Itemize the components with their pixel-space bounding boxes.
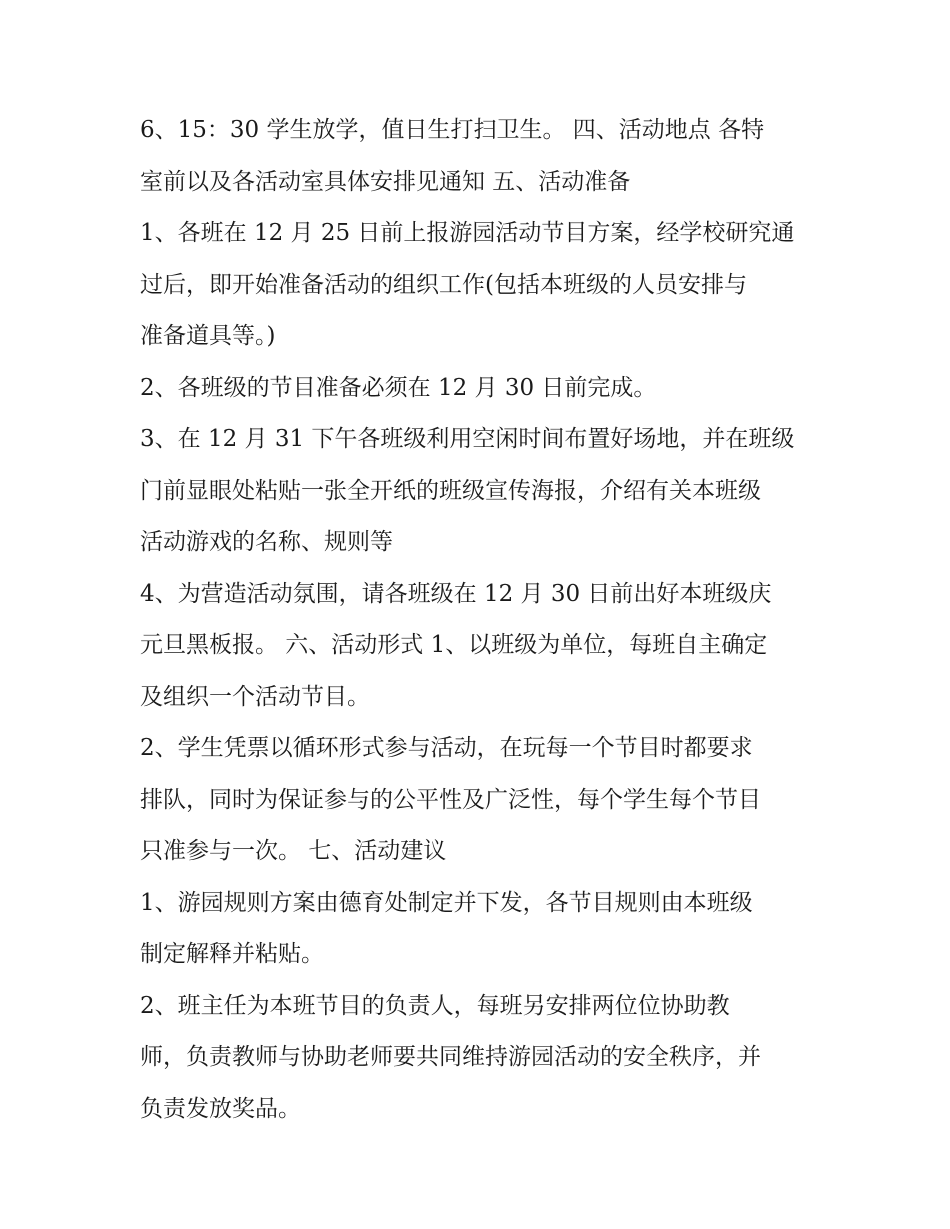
text-line: 门前显眼处粘贴一张全开纸的班级宣传海报，介绍有关本班级	[140, 477, 761, 504]
text-line: 准备道具等。)	[140, 323, 276, 349]
document-body	[140, 105, 820, 1135]
text-line: 负责发放奖品。	[140, 1095, 301, 1122]
text-line: 2、班主任为本班节目的负责人，每班另安排两位位协助教	[140, 992, 730, 1019]
text-line: 2、学生凭票以循环形式参与活动，在玩每一个节目时都要求	[140, 735, 753, 761]
text-line: 师，负责教师与协助老师要共同维持游园活动的安全秩序，并	[140, 1044, 761, 1070]
text-line: 4、为营造活动氛围，请各班级在 12 月 30 日前出好本班级庆	[140, 580, 772, 607]
text-line: 室前以及各活动室具体安排见通知 五、活动准备	[140, 168, 631, 195]
text-line: 排队，同时为保证参与的公平性及广泛性，每个学生每个节目	[140, 786, 761, 813]
text-line: 过后，即开始准备活动的组织工作(包括本班级的人员安排与	[140, 271, 747, 298]
text-line: 2、各班级的节目准备必须在 12 月 30 日前完成。	[140, 374, 657, 401]
text-line: 制定解释并粘贴。	[140, 941, 324, 967]
text-line: 1、游园规则方案由德育处制定并下发，各节目规则由本班级	[140, 889, 753, 916]
text-line: 3、在 12 月 31 下午各班级利用空闲时间布置好场地，并在班级	[140, 426, 795, 452]
text-line: 元旦黑板报。 六、活动形式 1、以班级为单位，每班自主确定	[140, 632, 768, 658]
text-line: 只准参与一次。 七、活动建议	[140, 838, 447, 864]
text-line: 及组织一个活动节目。	[140, 683, 370, 710]
text-line: 活动游戏的名称、规则等	[140, 529, 393, 555]
text-line: 1、各班在 12 月 25 日前上报游园活动节目方案，经学校研究通	[140, 220, 795, 246]
text-line: 6、15：30 学生放学，值日生打扫卫生。 四、活动地点 各特	[140, 117, 765, 143]
